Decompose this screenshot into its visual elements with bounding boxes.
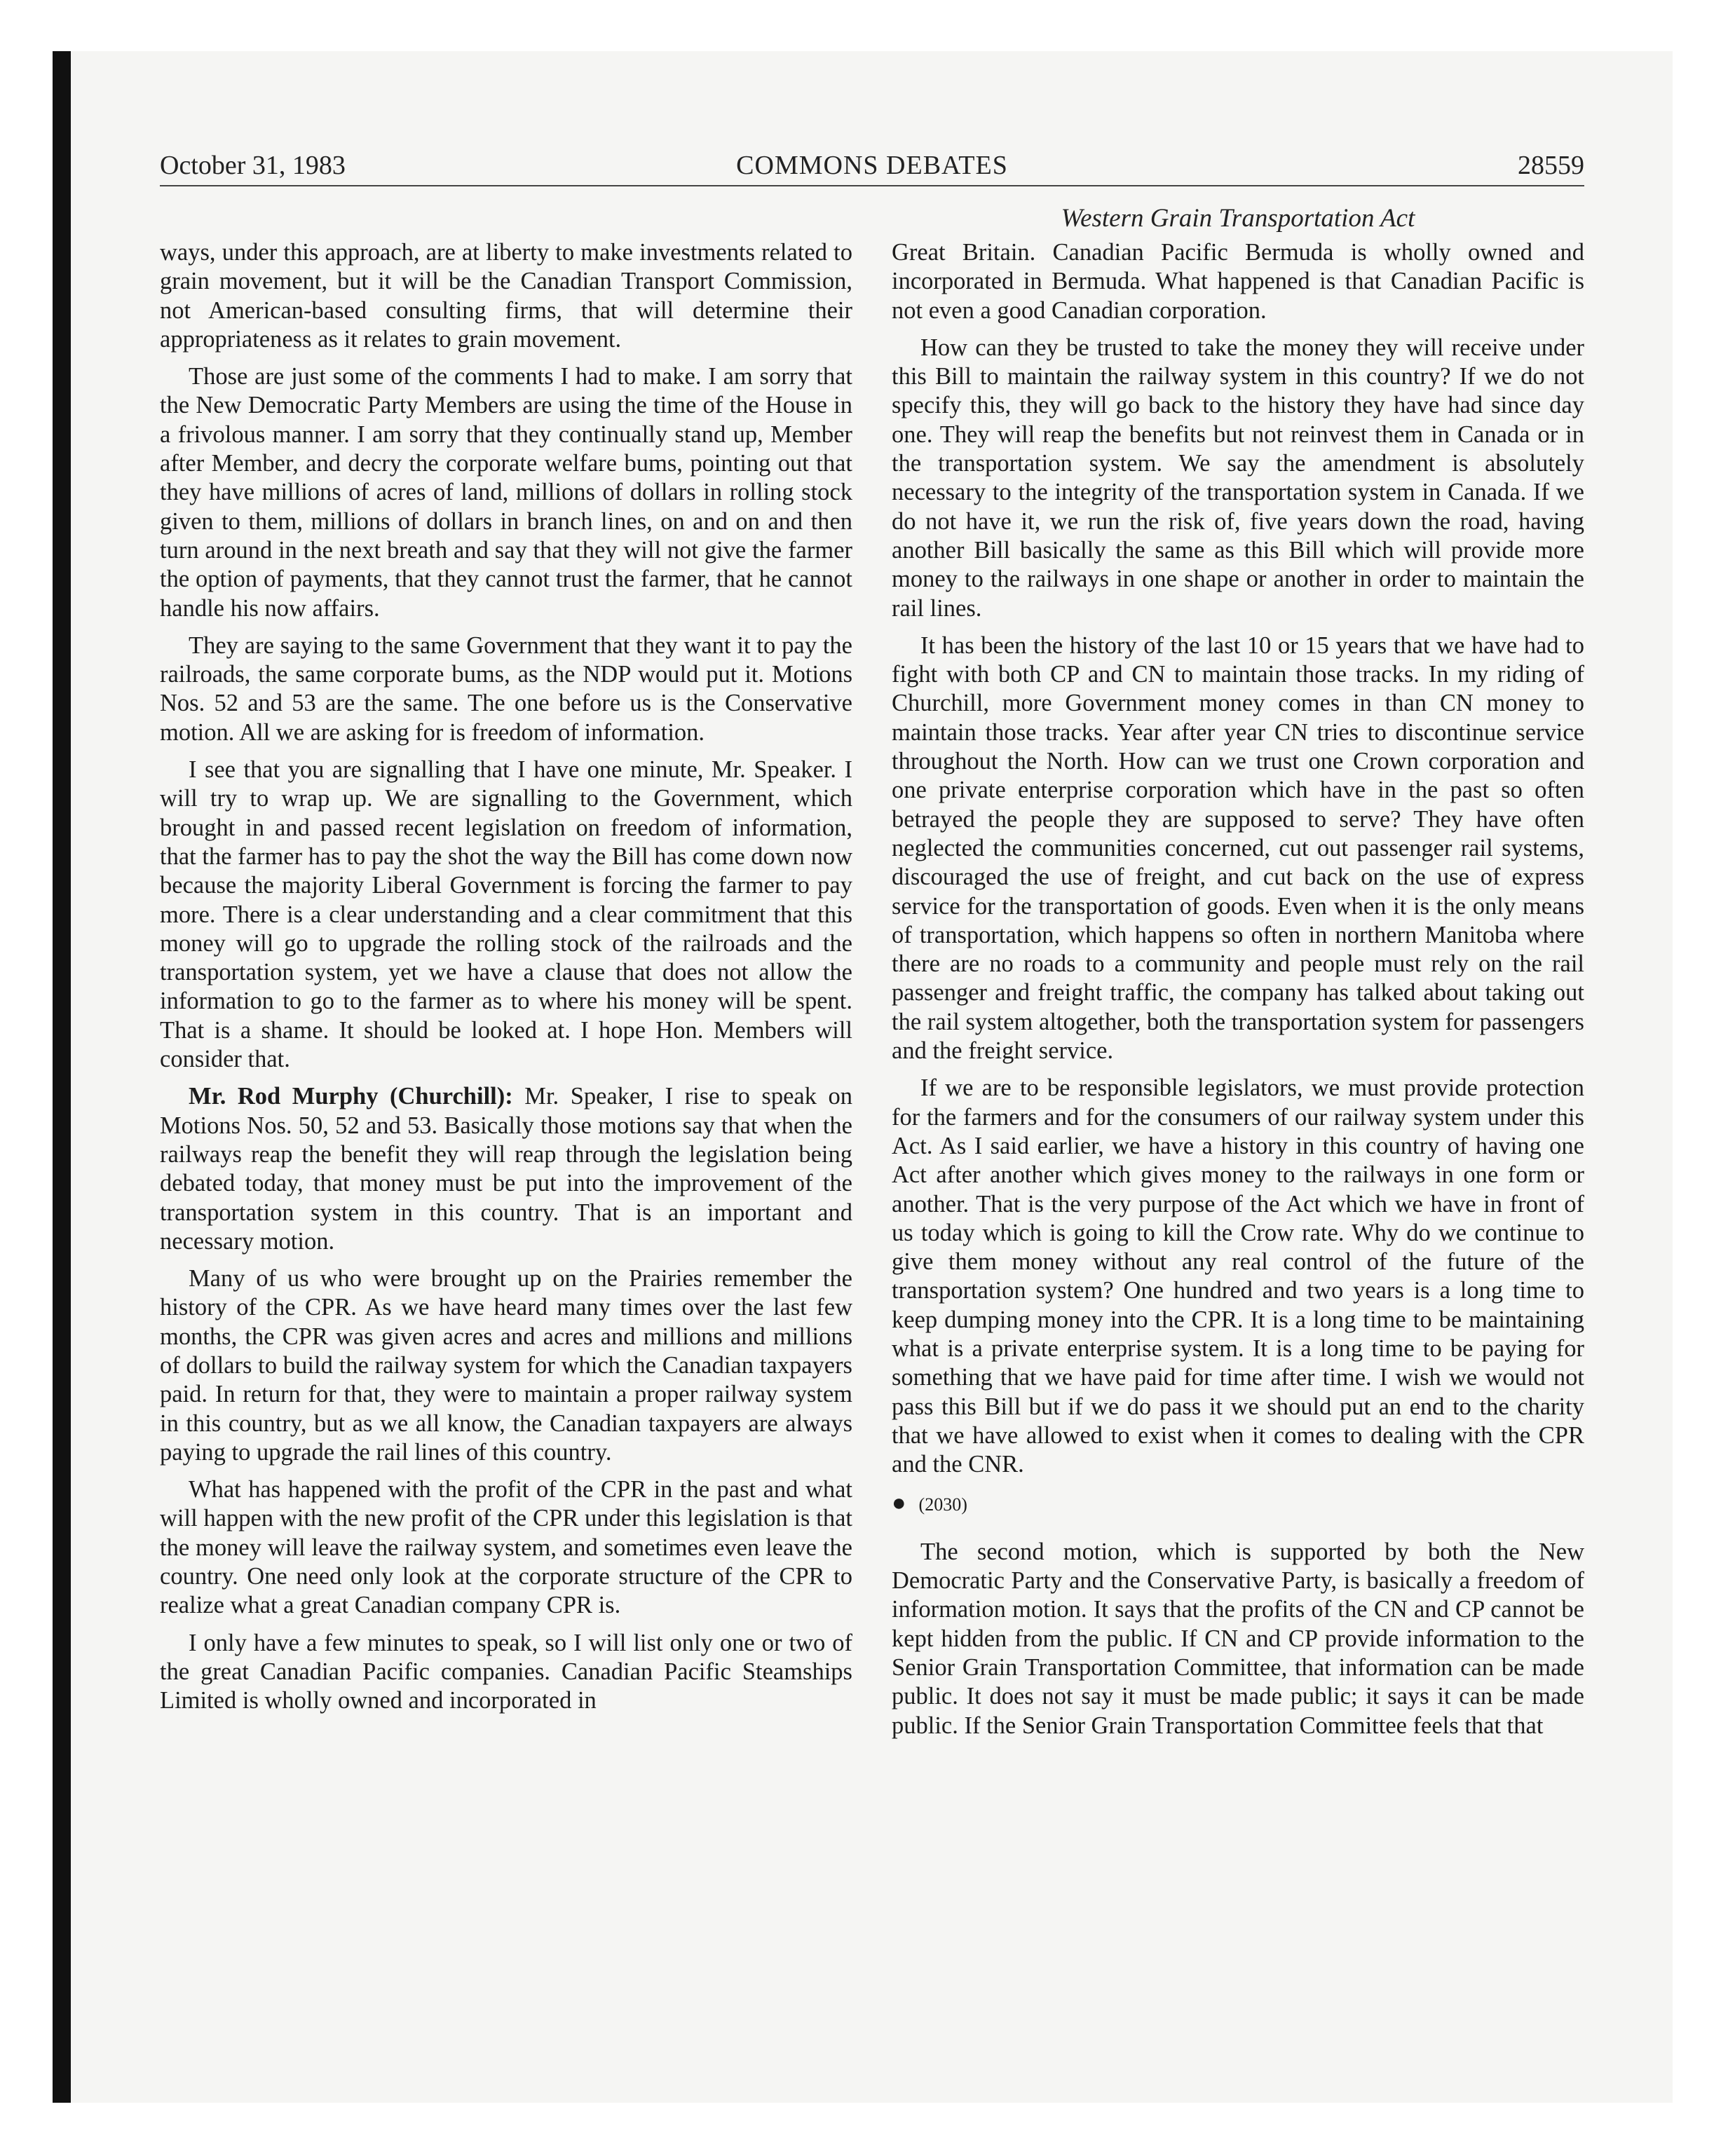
paragraph: Great Britain. Canadian Pacific Bermuda is wholly owned and incorporated in Bermuda. What happened is that Canadian Pacific is not even a good Canadian corporation. — [892, 239, 1584, 324]
paragraph: Many of us who were brought up on the Prairies remember the history of the CPR. As we have heard many times over the last few months, the CPR was given acres and acres and millions and millions of dollars to build the railway system for which the Canadian taxpayers paid. In return for that, they were to maintain a proper railway system in this country, but as we all know, the Canadian taxpayers are always paying to upgrade the rail lines of this country. — [160, 1265, 852, 1466]
paragraph: I only have a few minutes to speak, so I will list only one or two of the great Canadian Pacific companies. Canadian Pacific Steamships Limited is wholly owned and incorporated in — [160, 1629, 852, 1714]
header-rule — [160, 185, 1584, 186]
paragraph: ways, under this approach, are at liberty to make investments related to grain movement, but it will be the Canadian Transport Commission, not American-based consulting firms, that will determine their appropriateness as it relates to grain movement. — [160, 239, 852, 353]
bullet-icon: ● — [892, 1490, 906, 1517]
time-marker — [892, 1489, 1584, 1519]
paragraph: If we are to be responsible legislators, we must provide protection for the farmers and for the consumers of our railway system under this Act. As I said earlier, we have a history in this country of having one Act after another which gives money to the railways in one form or another. That is the very purpose of the Act which we have in front of us today which is going to kill the Crow rate. Why do we continue to give them money without any real control of the future of the transportation system? One hundred and two years is a long time to keep dumping money into the CPR. It is a long time to be maintaining what is a private enterprise system. It is a long time to be paying for something that we have paid for time after time. I wish we would not pass this Bill but if we do pass it we should put an end to the charity that we have allowed to exist when it comes to dealing with the CPR and the CNR. — [892, 1074, 1584, 1478]
paragraph: What has happened with the profit of the CPR in the past and what will happen with the new profit of the CPR under this legislation is that the money will leave the railway system, and sometimes even leave the country. One need only look at the corporate structure of the CPR to realize what a great Canadian company CPR is. — [160, 1476, 852, 1619]
paragraph: I see that you are signalling that I have one minute, Mr. Speaker. I will try to wrap up. We are signalling to the Government, which brought in and passed recent legislation on freedom of information, that the farmer has to pay the shot the way the Bill has come down now because the majority Liberal Government is forcing the farmer to pay more. There is a clear understanding and a clear commitment that this money will go to upgrade the rolling stock of the railroads and the transportation system, yet we have a clause that does not allow the information to go to the farmer as to where his money will be spent. That is a shame. It should be looked at. I hope Hon. Members will consider that. — [160, 756, 852, 1073]
paragraph: They are saying to the same Government that they want it to pay the railroads, the same corporate bums, as the NDP would put it. Motions Nos. 52 and 53 are the same. The one before us is the Conservative motion. All we are asking for is freedom of information. — [160, 632, 852, 746]
page-header — [160, 150, 1584, 185]
left-column — [160, 238, 852, 1724]
speaker-name: Mr. Rod Murphy (Churchill): — [189, 1083, 513, 1110]
running-title: Western Grain Transportation Act — [1061, 204, 1415, 233]
header-date: October 31, 1983 — [160, 151, 346, 180]
scan-edge — [53, 51, 71, 2103]
right-column — [892, 238, 1584, 1749]
speaker-text: Mr. Speaker, I rise to speak on Motions Nos. 50, 52 and 53. Basically those motions say that when the railways reap the benefit they will reap through the legislation being debated today, that money must be put into the improvement of the transportation system in this country. That is an important and necessary motion. — [160, 1083, 853, 1255]
time-marker-text: (2030) — [918, 1494, 967, 1515]
header-title: COMMONS DEBATES — [736, 151, 1008, 180]
paragraph: It has been the history of the last 10 or 15 years that we have had to fight with both CP and CN to maintain those tracks. In my riding of Churchill, more Government money comes in than CN money to maintain those tracks. Year after year CN tries to discontinue service throughout the North. How can we trust one Crown corporation and one private enterprise corporation which have in the past so often betrayed the people they are supposed to serve? They have often neglected the communities concerned, cut out passenger rail systems, discouraged the use of freight, and cut back on the use of express service for the transportation of goods. Even when it is the only means of transportation, which happens so often in northern Manitoba where there are no roads to a community and people must rely on the rail passenger and freight traffic, the company has talked about taking out the rail system altogether, both the transportation system for passengers and the freight service. — [892, 632, 1584, 1065]
paragraph: Those are just some of the comments I had to make. I am sorry that the New Democratic Party Members are using the time of the House in a frivolous manner. I am sorry that they continually stand up, Member after Member, and decry the corporate welfare bums, pointing out that they have millions of acres of land, millions of dollars in rolling stock given to them, millions of dollars in branch lines, on and on and then turn around in the next breath and say that they will not give the farmer the option of payments, that they cannot trust the farmer, that he cannot handle his now affairs. — [160, 363, 852, 622]
speaker-paragraph — [160, 1082, 852, 1256]
paragraph: How can they be trusted to take the money they will receive under this Bill to maintain the railway system in this country? If we do not specify this, they will go back to the history they have had since day one. They will reap the benefits but not reinvest them in Canada or in the transportation system. We say the amendment is absolutely necessary to the integrity of the transportation system in Canada. If we do not have it, we run the risk of, five years down the road, having another Bill basically the same as this Bill which will provide more money to the railways in one shape or another in order to maintain the rail lines. — [892, 334, 1584, 622]
paragraph: The second motion, which is supported by both the New Democratic Party and the Conservative Party, is basically a freedom of information motion. It says that the profits of the CN and CP cannot be kept hidden from the public. If CN and CP provide information to the Senior Grain Transportation Committee, that information can be made public. It does not say it must be made public; it says it can be made public. If the Senior Grain Transportation Committee feels that that — [892, 1538, 1584, 1739]
header-page-number: 28559 — [1518, 151, 1584, 180]
